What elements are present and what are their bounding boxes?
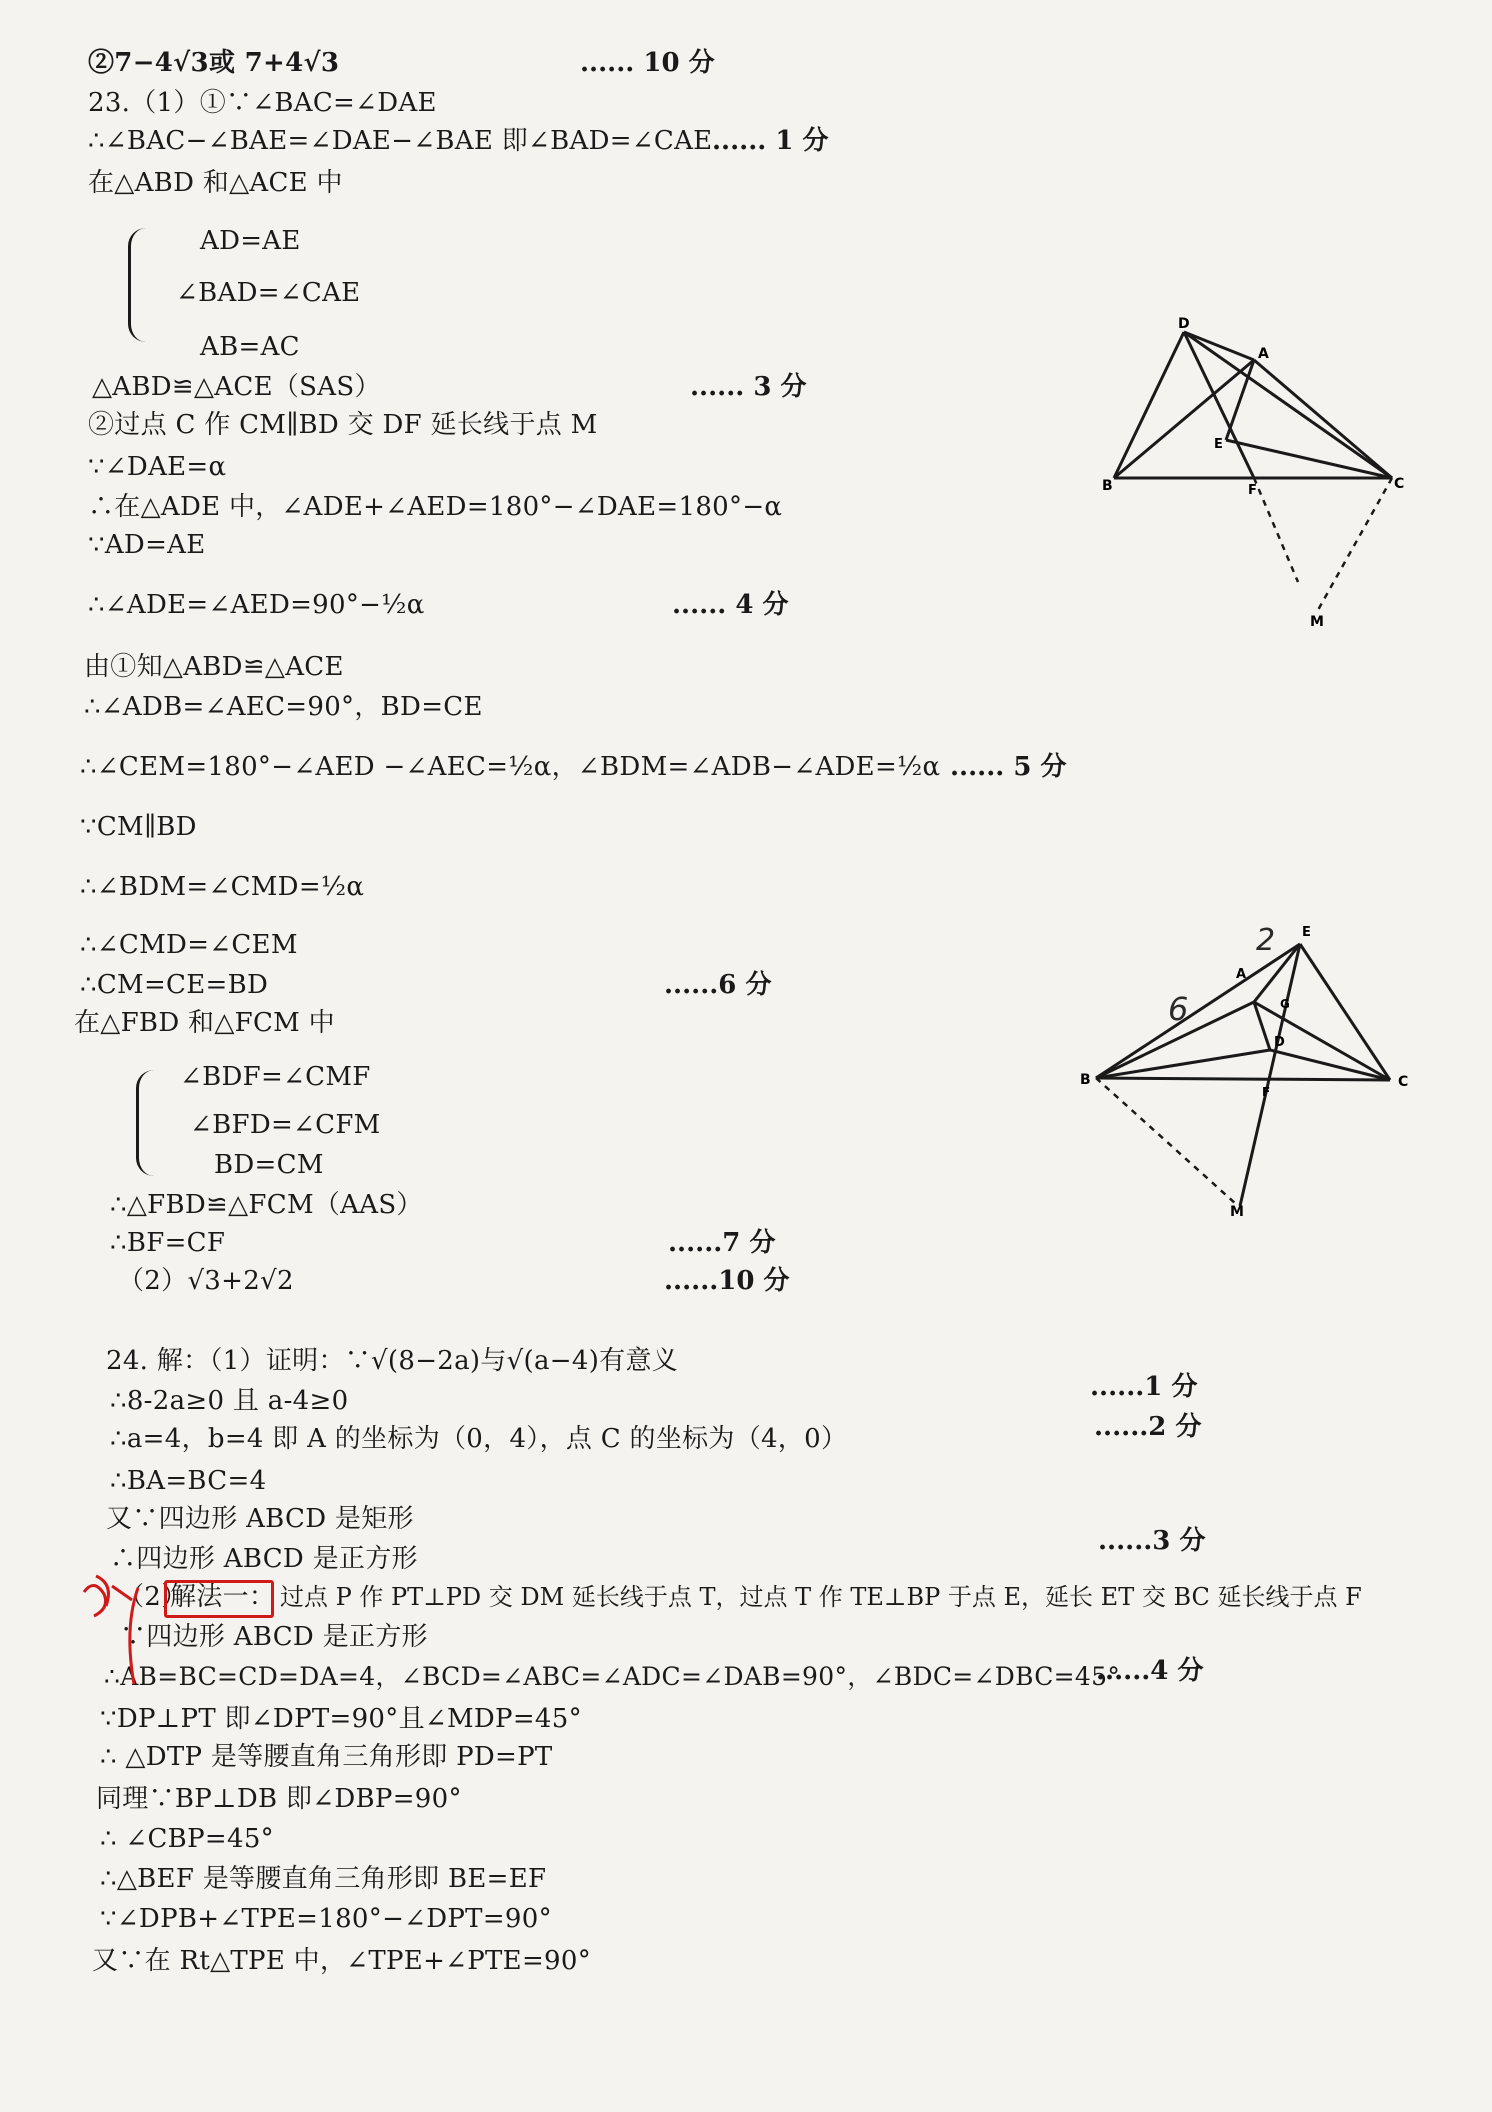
proof-line: ∴BA=BC=4 — [110, 1466, 267, 1496]
proof-line: ∴∠CEM=180°−∠AED −∠AEC=½α，∠BDM=∠ADB−∠ADE=½α — [80, 752, 941, 782]
proof-line: 在△ABD 和△ACE 中 — [88, 168, 343, 198]
q24-heading: 24. 解：（1）证明：∵√(8−2a)与√(a−4)有意义 — [106, 1346, 679, 1376]
condition-line: AD=AE — [200, 226, 301, 256]
score-mark: ......4 分 — [1096, 1656, 1204, 1686]
handwritten-mark: 6 — [1168, 990, 1189, 1028]
label-d: D — [1178, 316, 1190, 332]
handwritten-mark: 2 — [1256, 923, 1276, 958]
method-one-label: 解法一： — [170, 1582, 276, 1612]
proof-line: ∴8-2a≥0 且 a-4≥0 — [110, 1386, 349, 1416]
proof-line: ∴ ∠CBP=45° — [100, 1824, 274, 1854]
score-mark: ......1 分 — [1090, 1372, 1198, 1402]
red-margin-stroke — [130, 1588, 138, 1684]
label-m: M — [1230, 1204, 1244, 1220]
proof-line: 又∵在 Rt△TPE 中，∠TPE+∠PTE=90° — [92, 1946, 592, 1976]
proof-line: ∴∠CMD=∠CEM — [80, 930, 298, 960]
proof-line: ∴ △DTP 是等腰直角三角形即 PD=PT — [100, 1742, 553, 1772]
geometry-figure-2 — [1080, 920, 1440, 1220]
score-mark: ...... 1 分 — [712, 126, 829, 156]
proof-line: ∴四边形 ABCD 是正方形 — [110, 1544, 418, 1574]
score-mark: ...... 4 分 — [672, 590, 789, 620]
proof-line: 过点 P 作 PT⊥PD 交 DM 延长线于点 T，过点 T 作 TE⊥BP 于点 E，延长 ET 交 BC 延长线于点 F — [280, 1583, 1362, 1611]
label-f: F — [1248, 483, 1257, 498]
proof-line: 由①知△ABD≌△ACE — [84, 652, 344, 682]
label-e: E — [1214, 437, 1223, 452]
proof-line: ∵四边形 ABCD 是正方形 — [120, 1622, 428, 1652]
label-e: E — [1302, 925, 1311, 940]
score-mark: ...... 3 分 — [690, 372, 807, 402]
label-a: A — [1236, 967, 1247, 982]
proof-line: ∴∠BDM=∠CMD=½α — [80, 872, 365, 902]
label-b: B — [1080, 1072, 1091, 1088]
proof-line: ∴a=4，b=4 即 A 的坐标为（0，4），点 C 的坐标为（4，0） — [110, 1424, 848, 1454]
proof-line: ∴△FBD≌△FCM（AAS） — [110, 1190, 423, 1220]
proof-line: ②过点 C 作 CM∥BD 交 DF 延长线于点 M — [88, 410, 598, 440]
proof-line: ∵DP⊥PT 即∠DPT=90°且∠MDP=45° — [100, 1704, 582, 1734]
proof-line: 在△FBD 和△FCM 中 — [74, 1008, 335, 1038]
condition-line: ∠BDF=∠CMF — [180, 1062, 371, 1092]
score-mark: ...... 10 分 — [580, 48, 715, 78]
proof-line: ∵AD=AE — [88, 530, 206, 560]
proof-line: ∴∠ADE=∠AED=90°−½α — [88, 590, 425, 620]
proof-line: ∴△BEF 是等腰直角三角形即 BE=EF — [100, 1864, 547, 1894]
proof-line: ∴CM=CE=BD — [80, 970, 269, 1000]
proof-line: ∵∠DAE=α — [88, 452, 227, 482]
condition-line: ∠BFD=∠CFM — [190, 1110, 381, 1140]
score-mark: ......7 分 — [668, 1228, 776, 1258]
proof-line: △ABD≌△ACE（SAS） — [92, 372, 381, 402]
label-a: A — [1258, 346, 1269, 362]
label-f: F — [1262, 1085, 1271, 1099]
proof-line: ∴∠BAC−∠BAE=∠DAE−∠BAE 即∠BAD=∠CAE — [88, 126, 713, 156]
score-mark: ......10 分 — [664, 1266, 790, 1296]
proof-line: 又∵四边形 ABCD 是矩形 — [106, 1504, 414, 1534]
red-handwriting-scribble — [84, 1576, 132, 1616]
proof-line: ∴AB=BC=CD=DA=4，∠BCD=∠ABC=∠ADC=∠DAB=90°，∠BDC=∠DBC=45° — [104, 1662, 1121, 1691]
label-m: M — [1310, 614, 1324, 630]
score-mark: ......6 分 — [664, 970, 772, 1000]
q23-part2-answer: （2）√3+2√2 — [118, 1266, 294, 1296]
label-g: G — [1280, 997, 1290, 1011]
condition-line: BD=CM — [214, 1150, 324, 1180]
label-b: B — [1102, 478, 1113, 494]
proof-line: 同理∵BP⊥DB 即∠DBP=90° — [96, 1784, 462, 1814]
proof-line: ∴BF=CF — [110, 1228, 226, 1258]
score-mark: ...... 5 分 — [950, 752, 1067, 782]
label-c: C — [1394, 476, 1405, 492]
label-c: C — [1398, 1074, 1409, 1090]
proof-line: ∴∠ADB=∠AEC=90°，BD=CE — [84, 692, 483, 722]
condition-line: AB=AC — [200, 332, 300, 362]
proof-line: ∵∠DPB+∠TPE=180°−∠DPT=90° — [100, 1904, 552, 1934]
label-d: D — [1274, 1035, 1285, 1050]
proof-line: ∵CM∥BD — [80, 812, 197, 842]
line-22-answer: ②7−4√3或 7+4√3 — [88, 48, 340, 78]
condition-line: ∠BAD=∠CAE — [176, 278, 361, 308]
geometry-figure-1 — [1100, 310, 1430, 640]
proof-line: ∴在△ADE 中，∠ADE+∠AED=180°−∠DAE=180°−α — [88, 492, 783, 522]
score-mark: ......2 分 — [1094, 1412, 1202, 1442]
part2-label: （2） — [118, 1582, 188, 1612]
score-mark: ......3 分 — [1098, 1526, 1206, 1556]
q23-heading: 23.（1）①∵∠BAC=∠DAE — [88, 88, 437, 118]
